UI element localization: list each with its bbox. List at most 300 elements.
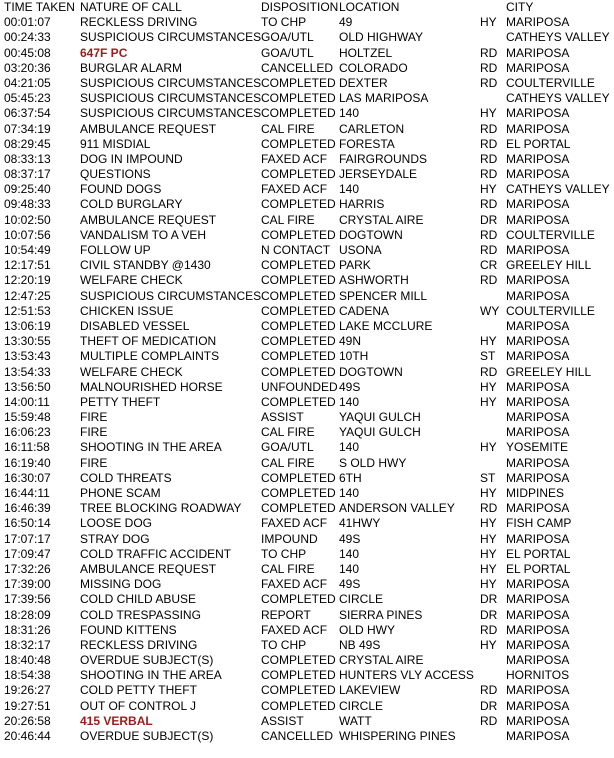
table-row <box>0 729 614 744</box>
nature-cell: RECKLESS DRIVING <box>80 637 198 652</box>
header-nature: NATURE OF CALL <box>80 0 182 14</box>
city-cell: FISH CAMP <box>506 516 572 531</box>
location-cell: DEXTER <box>339 75 388 90</box>
disposition-cell: COMPLETED <box>261 106 336 121</box>
location-cell: SPENCER MILL <box>339 288 428 303</box>
city-cell: MARIPOSA <box>506 167 570 182</box>
location-cell: 140 <box>339 394 360 409</box>
city-cell: MARIPOSA <box>506 425 570 440</box>
city-cell: MARIPOSA <box>506 394 570 409</box>
time-cell: 17:32:26 <box>4 561 51 576</box>
table-row <box>0 501 614 516</box>
time-cell: 09:25:40 <box>4 182 51 197</box>
location-cell: ASHWORTH <box>339 273 409 288</box>
time-cell: 19:26:27 <box>4 683 51 698</box>
disposition-cell: COMPLETED <box>261 303 336 318</box>
table-row <box>0 638 614 653</box>
street-type-cell: RD <box>480 364 498 379</box>
table-row <box>0 182 614 197</box>
table-row <box>0 608 614 623</box>
table-row <box>0 122 614 137</box>
nature-cell: MISSING DOG <box>80 577 162 592</box>
disposition-cell: CAL FIRE <box>261 121 315 136</box>
city-cell: MARIPOSA <box>506 410 570 425</box>
street-type-cell: ST <box>480 470 496 485</box>
location-cell: NB 49S <box>339 637 381 652</box>
street-type-cell: HY <box>480 394 497 409</box>
table-row <box>0 516 614 531</box>
city-cell: MARIPOSA <box>506 318 570 333</box>
table-row <box>0 319 614 334</box>
location-cell: PARK <box>339 258 371 273</box>
city-cell: MARIPOSA <box>506 151 570 166</box>
location-cell: COLORADO <box>339 60 408 75</box>
city-cell: MARIPOSA <box>506 713 570 728</box>
table-row <box>0 46 614 61</box>
time-cell: 08:33:13 <box>4 151 51 166</box>
disposition-cell: FAXED ACF <box>261 182 328 197</box>
street-type-cell: HY <box>480 15 497 30</box>
time-cell: 17:39:56 <box>4 592 51 607</box>
disposition-cell: COMPLETED <box>261 75 336 90</box>
table-row <box>0 471 614 486</box>
location-cell: WATT <box>339 713 372 728</box>
table-row <box>0 349 614 364</box>
disposition-cell: REPORT <box>261 607 311 622</box>
nature-cell: SUSPICIOUS CIRCUMSTANCES <box>80 75 262 90</box>
disposition-cell: COMPLETED <box>261 318 336 333</box>
street-type-cell: ST <box>480 349 496 364</box>
street-type-cell: HY <box>480 637 497 652</box>
street-type-cell: WY <box>480 303 500 318</box>
time-cell: 00:45:08 <box>4 45 51 60</box>
time-cell: 16:06:23 <box>4 425 51 440</box>
time-cell: 13:30:55 <box>4 334 51 349</box>
city-cell: MARIPOSA <box>506 106 570 121</box>
table-row <box>0 152 614 167</box>
time-cell: 16:44:11 <box>4 486 50 500</box>
table-row <box>0 425 614 440</box>
street-type-cell: RD <box>480 197 498 212</box>
city-cell: MARIPOSA <box>506 243 570 257</box>
time-cell: 06:37:54 <box>4 106 51 121</box>
disposition-cell: CANCELLED <box>261 60 334 75</box>
disposition-cell: CAL FIRE <box>261 425 315 440</box>
time-cell: 04:21:05 <box>4 75 51 90</box>
table-row <box>0 486 614 501</box>
street-type-cell: DR <box>480 607 498 622</box>
time-cell: 20:46:44 <box>4 729 51 743</box>
nature-cell: FOUND DOGS <box>80 182 162 197</box>
nature-cell: SUSPICIOUS CIRCUMSTANCES <box>80 30 262 45</box>
location-cell: FAIRGROUNDS <box>339 151 428 166</box>
location-cell: OLD HWY <box>339 622 396 637</box>
location-cell: 140 <box>339 440 360 455</box>
disposition-cell: COMPLETED <box>261 334 336 349</box>
time-cell: 17:07:17 <box>4 531 51 546</box>
nature-cell: TREE BLOCKING ROADWAY <box>80 501 242 516</box>
nature-cell: SUSPICIOUS CIRCUMSTANCES <box>80 288 262 303</box>
location-cell: CRYSTAL AIRE <box>339 653 424 668</box>
time-cell: 18:32:17 <box>4 637 51 652</box>
time-cell: 00:24:33 <box>4 30 51 45</box>
nature-cell: SUSPICIOUS CIRCUMSTANCES <box>80 91 262 106</box>
location-cell: 140 <box>339 106 360 121</box>
nature-cell: PETTY THEFT <box>80 394 161 409</box>
table-row <box>0 304 614 319</box>
city-cell: MARIPOSA <box>506 197 570 212</box>
city-cell: MARIPOSA <box>506 455 570 470</box>
table-row <box>0 592 614 607</box>
location-cell: DOGTOWN <box>339 227 403 242</box>
location-cell: FORESTA <box>339 136 395 151</box>
time-cell: 12:17:51 <box>4 258 51 273</box>
disposition-cell: COMPLETED <box>261 227 336 242</box>
street-type-cell: RD <box>480 121 498 136</box>
disposition-cell: FAXED ACF <box>261 622 328 637</box>
time-cell: 13:53:43 <box>4 349 51 364</box>
city-cell: EL PORTAL <box>506 136 571 151</box>
time-cell: 08:29:45 <box>4 136 51 151</box>
location-cell: 49N <box>339 334 362 349</box>
table-row <box>0 699 614 714</box>
time-cell: 18:31:26 <box>4 622 51 637</box>
header-location: LOCATION <box>339 0 400 14</box>
city-cell: MARIPOSA <box>506 288 570 303</box>
nature-cell: DISABLED VESSEL <box>80 318 190 333</box>
city-cell: MARIPOSA <box>506 349 570 364</box>
location-cell: 49S <box>339 577 361 592</box>
table-row <box>0 577 614 592</box>
city-cell: MARIPOSA <box>506 273 570 288</box>
city-cell: MARIPOSA <box>506 622 570 637</box>
location-cell: ANDERSON VALLEY <box>339 501 455 516</box>
location-cell: CIRCLE <box>339 592 384 607</box>
city-cell: MARIPOSA <box>506 60 570 75</box>
nature-cell: THEFT OF MEDICATION <box>80 334 217 349</box>
street-type-cell: DR <box>480 212 498 227</box>
city-cell: CATHEYS VALLEY <box>506 182 610 197</box>
street-type-cell: DR <box>480 592 498 607</box>
location-cell: HARRIS <box>339 197 385 212</box>
time-cell: 16:30:07 <box>4 470 51 485</box>
disposition-cell: FAXED ACF <box>261 516 328 531</box>
disposition-cell: COMPLETED <box>261 197 336 212</box>
nature-cell: RECKLESS DRIVING <box>80 15 198 30</box>
disposition-cell: COMPLETED <box>261 136 336 151</box>
nature-cell: COLD CHILD ABUSE <box>80 592 197 607</box>
time-cell: 17:39:00 <box>4 577 51 592</box>
time-cell: 19:27:51 <box>4 698 51 713</box>
city-cell: COULTERVILLE <box>506 227 595 242</box>
street-type-cell: HY <box>480 440 497 455</box>
street-type-cell: RD <box>480 622 498 637</box>
disposition-cell: TO CHP <box>261 637 307 652</box>
table-row <box>0 76 614 91</box>
location-cell: 140 <box>339 486 360 500</box>
call-rows <box>0 15 614 744</box>
nature-cell: 415 VERBAL <box>80 713 153 728</box>
street-type-cell: RD <box>480 273 498 288</box>
table-row <box>0 395 614 410</box>
nature-cell: WELFARE CHECK <box>80 364 183 379</box>
nature-cell: BURGLAR ALARM <box>80 60 183 75</box>
time-cell: 16:50:14 <box>4 516 51 531</box>
location-cell: YAQUI GULCH <box>339 410 421 425</box>
time-cell: 20:26:58 <box>4 713 51 728</box>
table-row <box>0 365 614 380</box>
street-type-cell: RD <box>480 60 498 75</box>
disposition-cell: ASSIST <box>261 713 304 728</box>
time-cell: 12:20:19 <box>4 273 51 288</box>
nature-cell: FOUND KITTENS <box>80 622 177 637</box>
table-row <box>0 197 614 212</box>
city-cell: COULTERVILLE <box>506 303 595 318</box>
time-cell: 13:56:50 <box>4 379 51 394</box>
disposition-cell: COMPLETED <box>261 167 336 182</box>
nature-cell: AMBULANCE REQUEST <box>80 121 217 136</box>
time-cell: 07:34:19 <box>4 121 51 136</box>
location-cell: USONA <box>339 243 382 257</box>
time-cell: 00:01:07 <box>4 15 51 30</box>
disposition-cell: COMPLETED <box>261 394 336 409</box>
street-type-cell: RD <box>480 136 498 151</box>
location-cell: CADENA <box>339 303 390 318</box>
street-type-cell: RD <box>480 75 498 90</box>
location-cell: CRYSTAL AIRE <box>339 212 424 227</box>
city-cell: MARIPOSA <box>506 15 570 30</box>
nature-cell: QUESTIONS <box>80 167 151 182</box>
location-cell: SIERRA PINES <box>339 607 423 622</box>
street-type-cell: RD <box>480 227 498 242</box>
location-cell: 140 <box>339 546 360 561</box>
header-disposition: DISPOSITION <box>261 0 339 14</box>
city-cell: MARIPOSA <box>506 121 570 136</box>
disposition-cell: FAXED ACF <box>261 577 328 592</box>
street-type-cell: HY <box>480 561 497 576</box>
city-cell: MARIPOSA <box>506 212 570 227</box>
disposition-cell: COMPLETED <box>261 698 336 713</box>
time-cell: 13:54:33 <box>4 364 51 379</box>
time-cell: 05:45:23 <box>4 91 51 106</box>
disposition-cell: COMPLETED <box>261 288 336 303</box>
city-cell: MARIPOSA <box>506 592 570 607</box>
location-cell: LAKEVIEW <box>339 683 401 698</box>
time-cell: 16:11:58 <box>4 440 50 455</box>
nature-cell: WELFARE CHECK <box>80 273 183 288</box>
location-cell: DOGTOWN <box>339 364 403 379</box>
location-cell: HOLTZEL <box>339 45 393 60</box>
city-cell: MARIPOSA <box>506 531 570 546</box>
table-row <box>0 410 614 425</box>
city-cell: MARIPOSA <box>506 379 570 394</box>
disposition-cell: CAL FIRE <box>261 455 315 470</box>
disposition-cell: TO CHP <box>261 15 307 30</box>
time-cell: 03:20:36 <box>4 60 51 75</box>
table-row <box>0 683 614 698</box>
table-row <box>0 167 614 182</box>
street-type-cell: RD <box>480 45 498 60</box>
disposition-cell: GOA/UTL <box>261 440 314 455</box>
nature-cell: OVERDUE SUBJECT(S) <box>80 729 214 743</box>
time-cell: 12:51:53 <box>4 303 51 318</box>
nature-cell: MALNOURISHED HORSE <box>80 379 223 394</box>
disposition-cell: TO CHP <box>261 546 307 561</box>
street-type-cell: HY <box>480 106 497 121</box>
nature-cell: CHICKEN ISSUE <box>80 303 174 318</box>
table-row <box>0 273 614 288</box>
disposition-cell: COMPLETED <box>261 349 336 364</box>
nature-cell: COLD TRESPASSING <box>80 607 201 622</box>
nature-cell: SUSPICIOUS CIRCUMSTANCES <box>80 106 262 121</box>
table-row <box>0 91 614 106</box>
time-cell: 16:46:39 <box>4 501 51 516</box>
location-cell: LAS MARIPOSA <box>339 91 429 106</box>
table-row <box>0 106 614 121</box>
street-type-cell: HY <box>480 531 497 546</box>
nature-cell: FIRE <box>80 425 108 440</box>
city-cell: MARIPOSA <box>506 683 570 698</box>
city-cell: MARIPOSA <box>506 729 570 743</box>
time-cell: 15:59:48 <box>4 410 51 425</box>
disposition-cell: UNFOUNDED <box>261 379 338 394</box>
location-cell: 140 <box>339 182 360 197</box>
table-row <box>0 653 614 668</box>
nature-cell: COLD BURGLARY <box>80 197 183 212</box>
table-row <box>0 30 614 45</box>
table-row <box>0 334 614 349</box>
street-type-cell: HY <box>480 182 497 197</box>
nature-cell: SHOOTING IN THE AREA <box>80 440 222 455</box>
disposition-cell: COMPLETED <box>261 91 336 106</box>
city-cell: EL PORTAL <box>506 546 571 561</box>
nature-cell: OUT OF CONTROL J <box>80 698 197 713</box>
table-row <box>0 547 614 562</box>
header-time: TIME TAKEN <box>4 0 75 14</box>
city-cell: MARIPOSA <box>506 607 570 622</box>
nature-cell: LOOSE DOG <box>80 516 153 531</box>
street-type-cell: RD <box>480 243 498 257</box>
location-cell: 41HWY <box>339 516 381 531</box>
location-cell: 140 <box>339 561 360 576</box>
nature-cell: PHONE SCAM <box>80 486 161 500</box>
location-cell: YAQUI GULCH <box>339 425 421 440</box>
city-cell: CATHEYS VALLEY <box>506 91 610 106</box>
nature-cell: AMBULANCE REQUEST <box>80 561 217 576</box>
disposition-cell: COMPLETED <box>261 364 336 379</box>
location-cell: JERSEYDALE <box>339 167 418 182</box>
nature-cell: COLD THREATS <box>80 470 172 485</box>
disposition-cell: COMPLETED <box>261 470 336 485</box>
city-cell: MARIPOSA <box>506 501 570 516</box>
street-type-cell: RD <box>480 501 498 516</box>
header-city: CITY <box>506 0 534 14</box>
location-cell: CIRCLE <box>339 698 384 713</box>
table-row <box>0 258 614 273</box>
location-cell: OLD HIGHWAY <box>339 30 424 45</box>
time-cell: 14:00:11 <box>4 394 50 409</box>
table-row <box>0 289 614 304</box>
disposition-cell: CAL FIRE <box>261 212 315 227</box>
city-cell: CATHEYS VALLEY <box>506 30 610 45</box>
time-cell: 08:37:17 <box>4 167 51 182</box>
nature-cell: FIRE <box>80 410 108 425</box>
header-row <box>0 0 614 15</box>
disposition-cell: COMPLETED <box>261 273 336 288</box>
city-cell: YOSEMITE <box>506 440 569 455</box>
location-cell: S OLD HWY <box>339 455 407 470</box>
location-cell: 49S <box>339 531 361 546</box>
disposition-cell: CAL FIRE <box>261 561 315 576</box>
nature-cell: COLD PETTY THEFT <box>80 683 197 698</box>
table-row <box>0 137 614 152</box>
table-row <box>0 380 614 395</box>
disposition-cell: COMPLETED <box>261 486 336 500</box>
nature-cell: STRAY DOG <box>80 531 150 546</box>
time-cell: 10:02:50 <box>4 212 51 227</box>
time-cell: 17:09:47 <box>4 546 51 561</box>
disposition-cell: N CONTACT <box>261 243 331 257</box>
time-cell: 16:19:40 <box>4 455 51 470</box>
location-cell: 10TH <box>339 349 369 364</box>
city-cell: HORNITOS <box>506 668 570 683</box>
city-cell: GREELEY HILL <box>506 258 592 273</box>
time-cell: 09:48:33 <box>4 197 51 212</box>
disposition-cell: CANCELLED <box>261 729 334 743</box>
nature-cell: 911 MISDIAL <box>80 136 151 151</box>
street-type-cell: RD <box>480 151 498 166</box>
street-type-cell: DR <box>480 698 498 713</box>
city-cell: MARIPOSA <box>506 577 570 592</box>
time-cell: 10:07:56 <box>4 227 51 242</box>
disposition-cell: GOA/UTL <box>261 45 314 60</box>
location-cell: 6TH <box>339 470 362 485</box>
disposition-cell: COMPLETED <box>261 258 336 273</box>
table-row <box>0 668 614 683</box>
city-cell: MIDPINES <box>506 486 565 500</box>
time-cell: 13:06:19 <box>4 318 51 333</box>
street-type-cell: RD <box>480 683 498 698</box>
disposition-cell: COMPLETED <box>261 501 336 516</box>
disposition-cell: COMPLETED <box>261 653 336 668</box>
nature-cell: DOG IN IMPOUND <box>80 151 183 166</box>
city-cell: MARIPOSA <box>506 470 570 485</box>
location-cell: HUNTERS VLY ACCESS <box>339 668 474 683</box>
city-cell: MARIPOSA <box>506 334 570 349</box>
street-type-cell: HY <box>480 577 497 592</box>
city-cell: COULTERVILLE <box>506 75 595 90</box>
nature-cell: VANDALISM TO A VEH <box>80 227 207 242</box>
disposition-cell: IMPOUND <box>261 531 318 546</box>
nature-cell: CIVIL STANDBY @1430 <box>80 258 211 273</box>
street-type-cell: HY <box>480 334 497 349</box>
city-cell: GREELEY HILL <box>506 364 592 379</box>
location-cell: WHISPERING PINES <box>339 729 456 743</box>
street-type-cell: HY <box>480 546 497 561</box>
city-cell: EL PORTAL <box>506 561 571 576</box>
location-cell: 49S <box>339 379 361 394</box>
nature-cell: SHOOTING IN THE AREA <box>80 668 222 683</box>
table-row <box>0 714 614 729</box>
table-row <box>0 15 614 30</box>
table-row <box>0 532 614 547</box>
nature-cell: MULTIPLE COMPLAINTS <box>80 349 220 364</box>
time-cell: 10:54:49 <box>4 243 51 257</box>
table-row <box>0 61 614 76</box>
time-cell: 18:54:38 <box>4 668 51 683</box>
street-type-cell: RD <box>480 713 498 728</box>
time-cell: 18:40:48 <box>4 653 51 668</box>
